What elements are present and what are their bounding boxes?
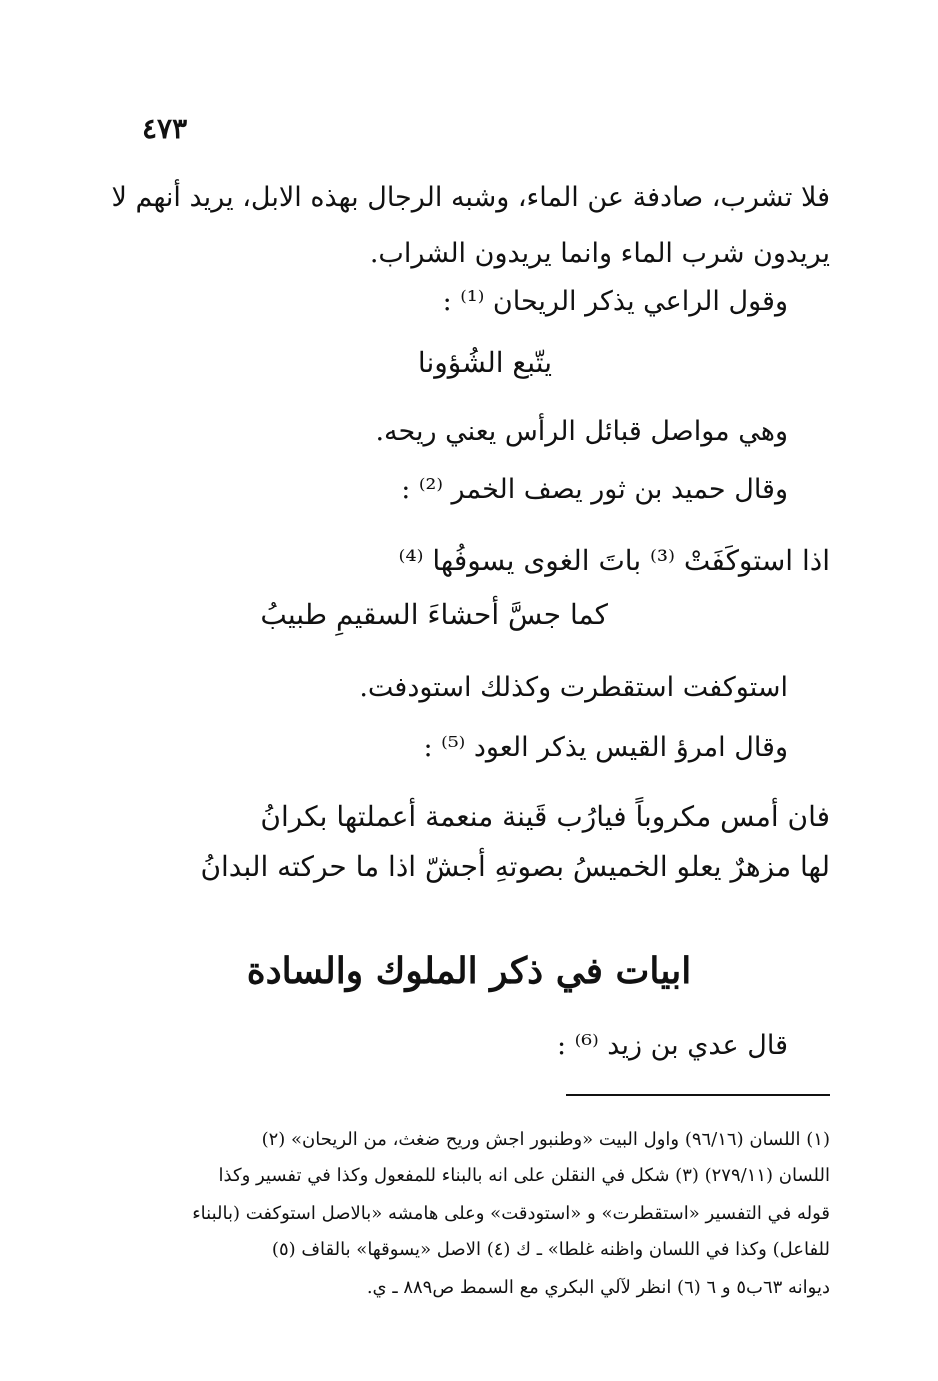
body-line-7: استوكفت استقطرت وكذلك استودفت.	[359, 672, 788, 703]
verse-1-second-hemistich: كما جسَّ أحشاءَ السقيمِ طبيبُ	[260, 598, 608, 631]
body-line-9: قال عدي بن زيد ⁽⁶⁾ :	[556, 1030, 788, 1061]
body-line-8: وقال امرؤ القيس يذكر العود ⁽⁵⁾ :	[423, 732, 788, 763]
footnote-line-3: قوله في التفسير «استقطرت» و «استودقت» وعلى هامشه «بالاصل استوكفت (بالبناء	[192, 1203, 830, 1224]
footnote-line-2: اللسان (٢٧٩/١١) (٣) شكل في النقلن على انه بالبناء للمفعول وكذا في تفسير وكذا	[218, 1165, 830, 1186]
body-line-1: فلا تشرب، صادفة عن الماء، وشبه الرجال بهذه الابل، يريد أنهم لا	[111, 182, 830, 213]
body-line-2: يريدون شرب الماء وانما يريدون الشراب.	[369, 238, 830, 269]
section-heading: ابيات في ذكر الملوك والسادة	[246, 950, 692, 992]
footnote-separator	[566, 1094, 830, 1096]
verse-3: لها مزهرٌ يعلو الخميسُ بصوتهِ أجشّ اذا ما حركته البدانُ	[200, 850, 830, 883]
footnote-line-5: ديوانه ٦٣ب٥ و ٦ (٦) انظر لآلي البكري مع السمط ص٨٨٩ ـ ي.	[366, 1277, 830, 1298]
body-line-3: وقول الراعي يذكر الريحان ⁽¹⁾ :	[442, 286, 788, 317]
quoted-phrase: يتّبع الشُؤونا	[417, 346, 552, 379]
verse-2: فان أمس مكروباً فيارُب قَينة منعمة أعملتها بكرانُ	[260, 800, 830, 833]
footnote-line-1: (١) اللسان (٩٦/١٦) واول البيت «وطنبور اجش وريح ضغث، من الريحان» (٢)	[261, 1129, 830, 1150]
footnote-line-4: للفاعل) وكذا في اللسان واظنه غلطا» ـ ك (٤) الاصل «يسوقها» بالقاف (٥)	[271, 1239, 830, 1260]
body-line-6: وقال حميد بن ثور يصف الخمر ⁽²⁾ :	[401, 474, 788, 505]
body-line-5: وهي مواصل قبائل الرأس يعني ريحه.	[375, 416, 788, 447]
page-number: ٤٧٣	[142, 112, 188, 145]
verse-1-first-hemistich: اذا استوكَفَتْ ⁽³⁾ باتَ الغوى يسوفُها ⁽⁴⁾	[398, 544, 830, 577]
